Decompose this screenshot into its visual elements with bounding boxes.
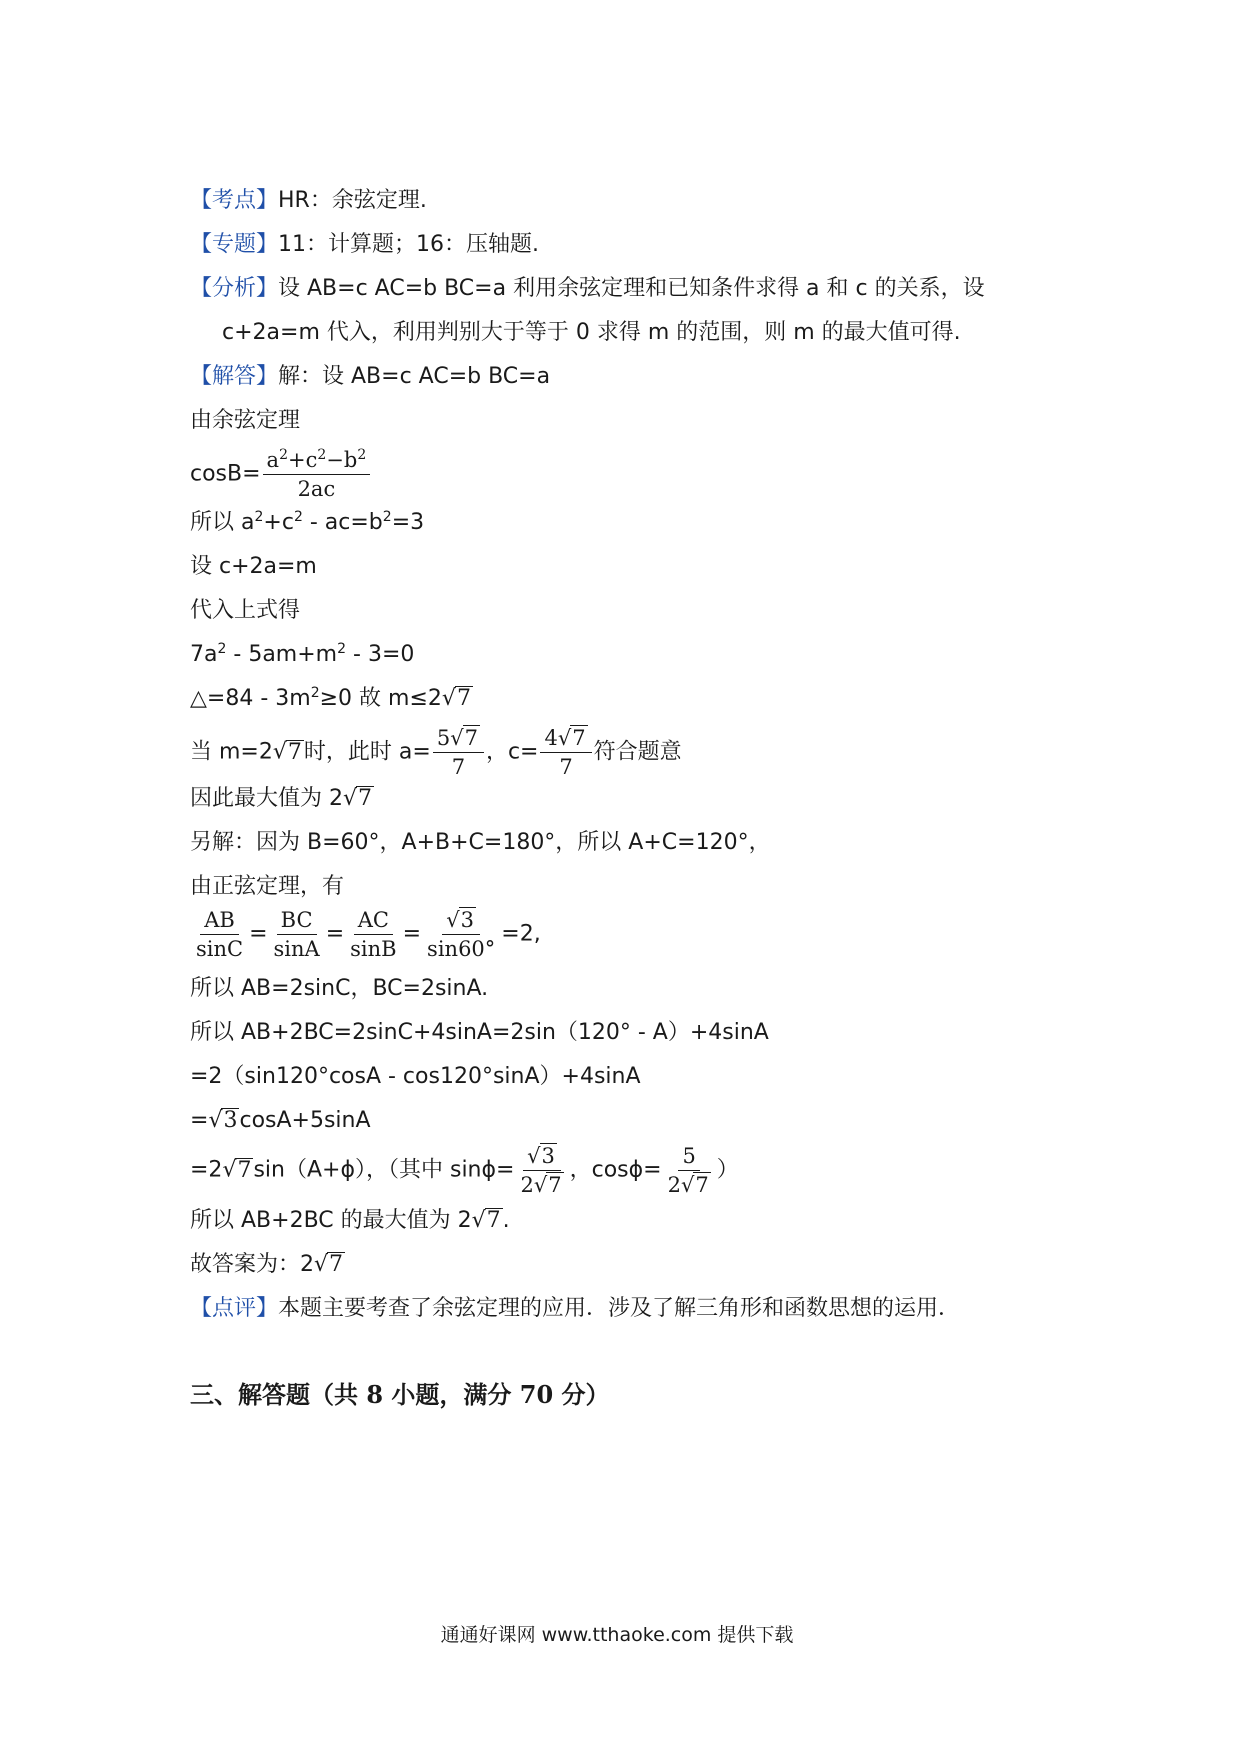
solution-line-11: 由正弦定理，有 xyxy=(190,874,345,899)
fenxi-tag: 【分析】 xyxy=(190,276,279,301)
solution-line-14: 所以 AB+2BC=2sinC+4sinA=2sin（120° ‑ A）+4sinA xyxy=(190,1020,769,1045)
cos-label: cosB= xyxy=(190,461,261,487)
footer-text: 通通好课网 www.tthaoke.com 提供下载 xyxy=(440,1624,794,1646)
root3-over-sin60: $\frac{√3}{\sin 60^\circ}$ xyxy=(427,908,496,961)
cos-fraction xyxy=(263,446,371,503)
cos-denominator: 2ac xyxy=(297,477,336,501)
zhuanti-line xyxy=(190,230,539,260)
fenxi-line-1 xyxy=(190,274,985,304)
ab-over-sinc: $\frac{AB}{\sin C}$ xyxy=(196,908,244,961)
solution-line-4: 设 c+2a=m xyxy=(190,554,317,579)
solution-line-3: 所以 $a^2+c^2$ ‑ $ac=b^2=3$ xyxy=(190,509,425,535)
kaodian-tag: 【考点】 xyxy=(190,188,279,213)
dianping-text: 本题主要考查了余弦定理的应用．涉及了解三角形和函数思想的运用． xyxy=(278,1296,961,1321)
kaodian-text: HR：余弦定理. xyxy=(278,188,427,213)
solution-line-6: $7a^2$ ‑ $5am+m^2$ ‑ 3=0 xyxy=(190,641,415,667)
solution-line-13: 所以 AB=2sinC，BC=2sinA. xyxy=(190,976,489,1001)
solution-line-7: △=84 ‑ $3m^2\ge 0$ 故 m≤2√7 xyxy=(190,685,471,711)
solution-line-18: 所以 AB+2BC 的最大值为 2√7. xyxy=(190,1208,510,1233)
ac-over-sinb: $\frac{AC}{\sin B}$ xyxy=(350,908,397,961)
solution-line-17: =2√7sin（A+ϕ），（其中 sinϕ= $\frac{√3}{2√7}$ ，cosϕ= $\frac{5}{2√7}$ ） xyxy=(190,1144,739,1197)
solution-line-1: 由余弦定理 xyxy=(190,408,301,433)
zhuanti-tag: 【专题】 xyxy=(190,232,279,257)
solution-line-5: 代入上式得 xyxy=(190,598,301,623)
solution-line-19: 故答案为：2√7 xyxy=(190,1252,344,1277)
dianping-tag: 【点评】 xyxy=(190,1296,279,1321)
solution-line-10: 另解：因为 B=60°，A+B+C=180°，所以 A+C=120°， xyxy=(190,830,771,855)
solution-line-9: 因此最大值为 2√7 xyxy=(190,786,373,811)
cosphi-fraction: $\frac{5}{2√7}$ xyxy=(667,1144,709,1197)
solution-line-15: =2（sin120°cosA ‑ cos120°sinA）+4sinA xyxy=(190,1064,641,1089)
fenxi-text-1: 设 AB=c AC=b BC=a 利用余弦定理和已知条件求得 a 和 c 的关系，设 xyxy=(278,276,985,301)
dianping-line xyxy=(190,1294,960,1324)
section-heading: 三、解答题（共 8 小题，满分 70 分） xyxy=(190,1380,610,1409)
fenxi-text-2: c+2a=m 代入，利用判别大于等于 0 求得 m 的范围，则 m 的最大值可得. xyxy=(222,320,961,345)
c-fraction: $\frac{4√7}{7}$ xyxy=(540,724,591,781)
fenxi-line-2 xyxy=(222,318,961,348)
sine-law-formula: $\frac{AB}{\sin C}$ = $\frac{BC}{\sin A}$ = $\frac{AC}{\sin B}$ = $\frac{√3}{\sin 60^\circ}$ =2, xyxy=(190,906,541,963)
solution-line-16: =√3cosA+5sinA xyxy=(190,1108,371,1133)
kaodian-line xyxy=(190,186,427,216)
sinphi-fraction: $\frac{√3}{2√7}$ xyxy=(520,1144,562,1197)
jieda-line xyxy=(190,362,550,392)
solution-line-8: 当 m=2√7时，此时 a= $\frac{5√7}{7}$ ，c= $\frac{4√7}{7}$ 符合题意 xyxy=(190,726,682,779)
cos-formula xyxy=(190,446,372,503)
a-fraction: $\frac{5√7}{7}$ xyxy=(433,724,484,781)
cos-numerator: $a^2+c^2-b^2$ xyxy=(263,446,371,475)
jieda-tag: 【解答】 xyxy=(190,364,279,389)
zhuanti-text: 11：计算题；16：压轴题. xyxy=(278,232,539,257)
jieda-text: 解：设 AB=c AC=b BC=a xyxy=(278,364,551,389)
bc-over-sina: $\frac{BC}{\sin A}$ xyxy=(273,908,320,961)
